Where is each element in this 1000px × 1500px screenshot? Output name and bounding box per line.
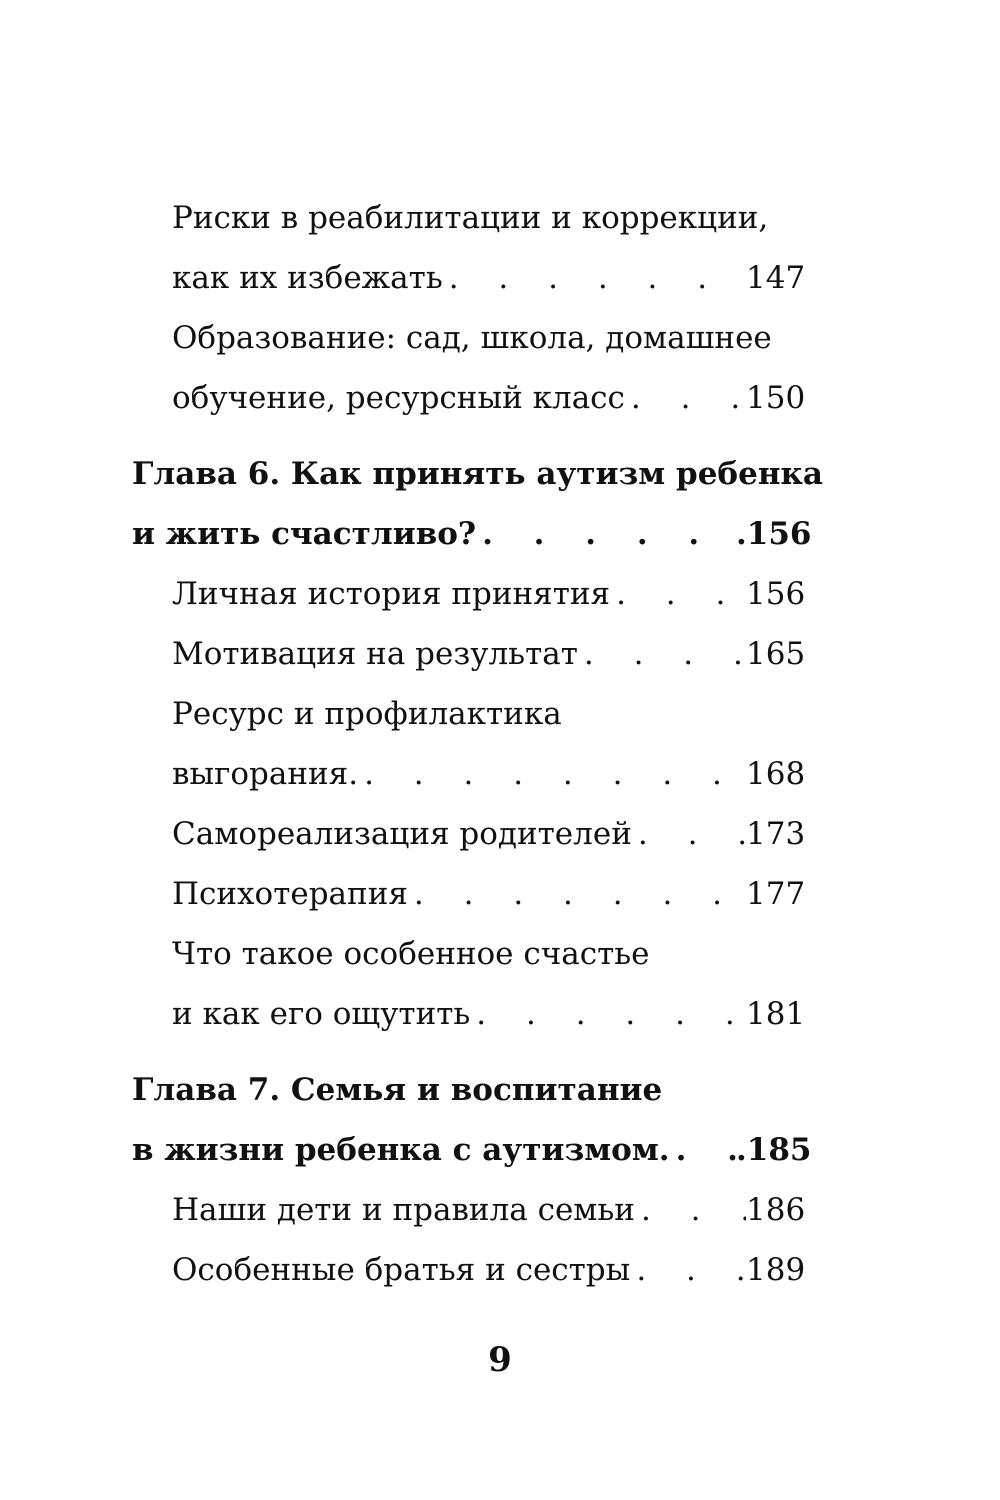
toc-entry-line (132, 308, 804, 368)
toc-entry (132, 924, 804, 1044)
toc-entry-line (132, 368, 804, 428)
toc-entry-title: Ресурс и профилактика (172, 696, 562, 732)
toc-entry-title: Наши дети и правила семьи (172, 1192, 635, 1228)
chapter-title: Глава 6. Как принять аутизм ребенка (132, 456, 823, 492)
toc-page-number: 181 (746, 996, 806, 1032)
toc-entry-line (132, 744, 804, 804)
toc-entry-title: выгорания. (172, 756, 359, 792)
toc-page-number: 168 (746, 756, 806, 792)
toc-entry-line (132, 984, 804, 1044)
toc-page-number: 150 (746, 380, 806, 416)
toc-entry-title: Самореализация родителей (172, 816, 632, 852)
toc-entry-title: Образование: сад, школа, домашнее (172, 320, 772, 356)
toc-page-number: .185 (736, 1132, 812, 1168)
toc-entry (132, 804, 804, 864)
toc-page-number: 147 (746, 260, 806, 296)
dot-leader (578, 624, 746, 684)
dot-leader (635, 1180, 746, 1240)
dot-leader (358, 744, 746, 804)
dot-leader (443, 248, 746, 308)
toc-entry-line (132, 804, 804, 864)
toc-entry (132, 684, 804, 804)
toc-entry (132, 624, 804, 684)
toc-chapter-line (132, 504, 812, 564)
toc-entry (132, 1180, 804, 1240)
dot-leader (625, 368, 746, 428)
toc-chapter-line (132, 1120, 812, 1180)
toc-page-number: 165 (746, 636, 806, 672)
toc-page-number: 173 (746, 816, 806, 852)
chapter-title: и жить счастливо? (132, 516, 477, 552)
toc-entry-title: как их избежать (172, 260, 443, 296)
toc-entry-title: Риски в реабилитации и коррекции, (172, 200, 769, 236)
toc-entry-title: и как его ощутить (172, 996, 471, 1032)
dot-leader (630, 1240, 746, 1300)
toc-entry-line (132, 624, 804, 684)
toc-entry (132, 188, 804, 308)
dot-leader (632, 804, 746, 864)
dot-leader (408, 864, 746, 924)
toc-page-number: 156 (746, 576, 806, 612)
toc-entry (132, 1240, 804, 1300)
dot-leader (610, 564, 746, 624)
toc-entry-title: обучение, ресурсный класс (172, 380, 625, 416)
toc-entry-line (132, 248, 804, 308)
toc-entry-line (132, 1180, 804, 1240)
toc-entry-line (132, 1240, 804, 1300)
toc-entry (132, 308, 804, 428)
toc-page-number: 186 (746, 1192, 806, 1228)
dot-leader (470, 984, 746, 1044)
toc-page-number: .156 (736, 516, 812, 552)
toc-entry-line (132, 188, 804, 248)
toc-chapter-entry (132, 444, 823, 564)
dot-leader (670, 1120, 736, 1180)
dot-leader (476, 504, 736, 564)
table-of-contents (132, 188, 823, 1300)
toc-page-number: 189 (746, 1252, 806, 1288)
toc-entry-title: Особенные братья и сестры (172, 1252, 631, 1288)
toc-entry-line (132, 924, 804, 984)
toc-entry-title: Психотерапия (172, 876, 408, 912)
toc-entry-line (132, 864, 804, 924)
toc-chapter-line (132, 1060, 804, 1120)
chapter-title: Глава 7. Семья и воспитание (132, 1072, 663, 1108)
toc-chapter-line (132, 444, 823, 504)
toc-chapter-entry (132, 1060, 812, 1180)
toc-page-number: 177 (746, 876, 806, 912)
toc-entry (132, 564, 804, 624)
toc-entry-title: Личная история принятия (172, 576, 611, 612)
toc-entry-line (132, 564, 804, 624)
toc-entry-line (132, 684, 804, 744)
page-number: 9 (488, 1340, 512, 1380)
toc-entry (132, 864, 804, 924)
toc-entry-title: Мотивация на результат (172, 636, 578, 672)
chapter-title: в жизни ребенка с аутизмом. (132, 1132, 670, 1168)
toc-entry-title: Что такое особенное счастье (172, 936, 650, 972)
